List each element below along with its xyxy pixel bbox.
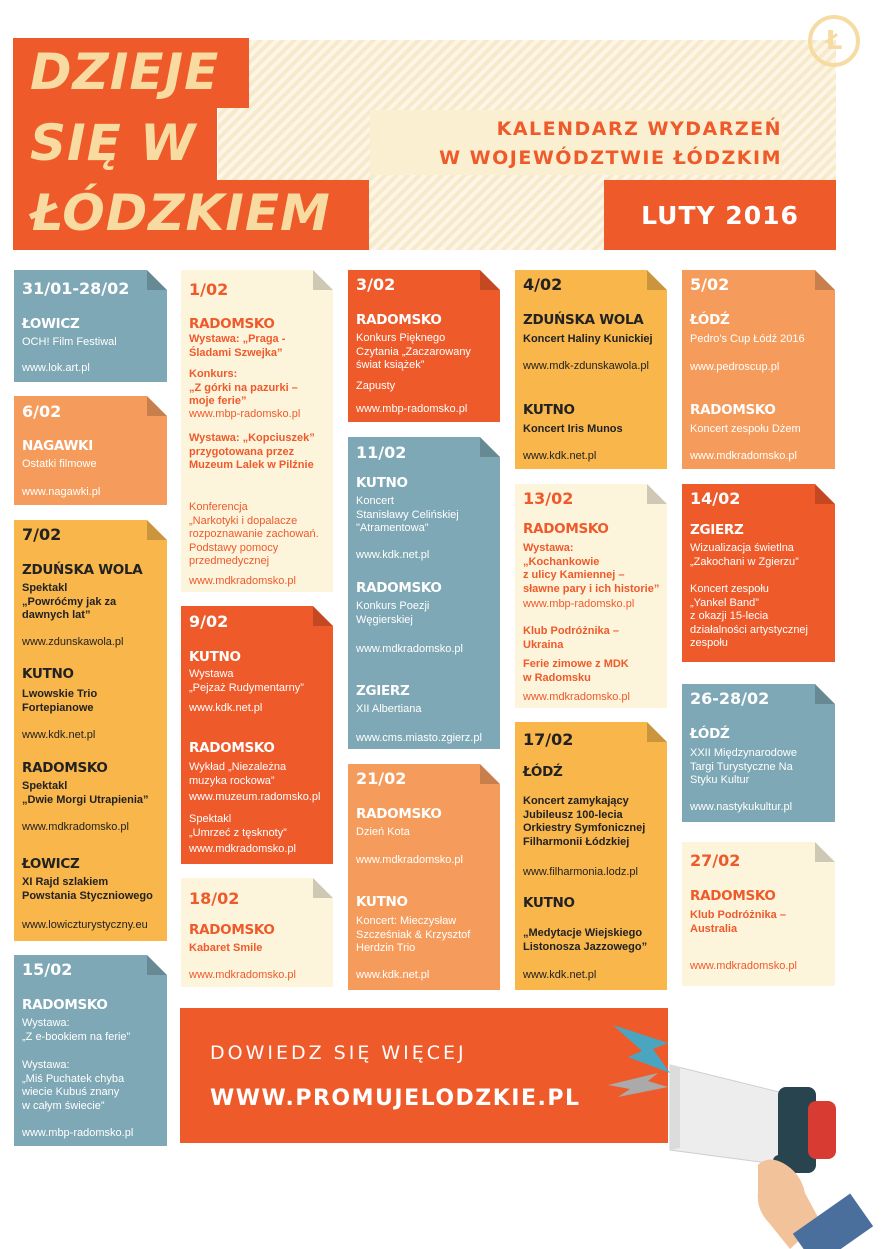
event-city: RADOMSKO [189, 316, 275, 332]
event-description: Wizualizacja świetlna „Zakochani w Zgierzu” [690, 542, 799, 568]
event-city: RADOMSKO [22, 760, 108, 776]
event-city: RADOMSKO [22, 997, 108, 1013]
megaphone-icon [608, 1015, 878, 1249]
event-link[interactable]: www.mdkradomsko.pl [356, 643, 463, 655]
event-card-1-02 [181, 270, 333, 592]
event-description: Wystawa: „Kochankowie z ulicy Kamiennej – sławne pary i ich historie” [523, 542, 660, 595]
event-link[interactable]: www.mdkradomsko.pl [356, 854, 463, 866]
event-link[interactable]: www.mdkradomsko.pl [690, 960, 797, 972]
event-link[interactable]: www.kdk.net.pl [22, 729, 96, 741]
event-link[interactable]: www.muzeum.radomsko.pl [189, 791, 321, 803]
event-city: NAGAWKI [22, 438, 93, 454]
event-description: XII Albertiana [356, 703, 422, 715]
event-link[interactable]: www.mdkradomsko.pl [690, 450, 797, 462]
event-description: Wystawa: „Kopciuszek” przygotowana przez Muzeum Lalek w Pilźnie [189, 432, 315, 471]
event-card-5-02 [682, 270, 835, 469]
event-description: OCH! Film Festiwal [22, 336, 117, 348]
event-city: KUTNO [523, 402, 575, 418]
event-description: Koncert zespołu Dżem [690, 423, 801, 435]
event-city: ŁOWICZ [22, 856, 80, 872]
event-date: 7/02 [22, 525, 62, 544]
event-description: Konkurs Pięknego Czytania „Zaczarowany świat książek” [356, 332, 471, 371]
event-city: ŁÓDŹ [690, 726, 730, 742]
event-link[interactable]: www.mbp-radomsko.pl [523, 598, 635, 610]
page-title-line3: ŁÓDZKIEM [30, 184, 331, 242]
event-link[interactable]: www.mdkradomsko.pl [189, 969, 296, 981]
event-link[interactable]: www.nagawki.pl [22, 486, 101, 498]
event-card-9-02 [181, 606, 333, 864]
event-card-6-02 [14, 396, 167, 505]
event-description: Koncert Iris Munos [523, 423, 623, 435]
event-link[interactable]: www.nastykukultur.pl [690, 801, 793, 813]
event-city: ZGIERZ [356, 683, 410, 699]
event-description: Konkurs: „Z górki na pazurki – moje ferie” [189, 368, 298, 407]
event-date: 6/02 [22, 402, 62, 421]
event-date: 15/02 [22, 960, 73, 979]
event-city: KUTNO [189, 649, 241, 665]
event-card-21-02 [348, 764, 500, 990]
event-description: Spektakl „Dwie Morgi Utrapienia” [22, 780, 149, 806]
event-description: Klub Podróżnika – Ukraina [523, 625, 619, 651]
event-description: XXII Międzynarodowe Targi Turystyczne Na Styku Kultur [690, 747, 797, 786]
lightning-bolt-icon [613, 1025, 670, 1073]
event-date: 3/02 [356, 275, 396, 294]
promujelodzkie-logo-icon: Ł [808, 15, 860, 67]
event-city: RADOMSKO [523, 521, 609, 537]
event-date: 14/02 [690, 489, 741, 508]
event-city: ŁÓDŹ [523, 764, 563, 780]
event-city: RADOMSKO [189, 922, 275, 938]
event-card-17-02 [515, 722, 667, 990]
more-info-banner[interactable] [180, 1008, 668, 1143]
event-description: Konkurs Poezji Węgierskiej [356, 600, 430, 626]
page-title-line1: DZIEJE [30, 43, 220, 101]
event-city: RADOMSKO [690, 888, 776, 904]
event-city: KUTNO [523, 895, 575, 911]
event-card-27-02 [682, 842, 835, 986]
event-link[interactable]: www.kdk.net.pl [523, 969, 597, 981]
event-card-14-02 [682, 484, 835, 662]
event-card-15-02 [14, 955, 167, 1146]
event-date: 1/02 [189, 280, 229, 299]
event-description: Kabaret Smile [189, 942, 263, 954]
event-link[interactable]: www.kdk.net.pl [523, 450, 597, 462]
event-description: Lwowskie Trio Fortepianowe [22, 688, 98, 714]
event-description: Wystawa „Pejzaż Rudymentarny” [189, 668, 304, 694]
event-city: KUTNO [356, 894, 408, 910]
event-description: Dzień Kota [356, 826, 410, 838]
event-city: RADOMSKO [189, 740, 275, 756]
event-link[interactable]: www.mbp-radomsko.pl [189, 408, 301, 420]
event-card-31-01-28-02 [14, 270, 167, 382]
event-card-11-02 [348, 437, 500, 749]
event-date: 11/02 [356, 443, 407, 462]
event-description: Koncert Stanisławy Celińskiej "Atramentowa" [356, 495, 459, 534]
event-description: Wystawa: „Praga - Śladami Szwejka” [189, 333, 286, 359]
event-link[interactable]: www.pedroscup.pl [690, 361, 780, 373]
event-card-26-28-02 [682, 684, 835, 822]
event-date: 4/02 [523, 275, 563, 294]
event-card-3-02 [348, 270, 500, 422]
event-link[interactable]: www.mbp-radomsko.pl [356, 403, 468, 415]
event-description: Wystawa: „Z e-bookiem na ferie” [22, 1017, 131, 1043]
event-link[interactable]: www.mdkradomsko.pl [189, 843, 296, 855]
event-description: Ostatki filmowe [22, 458, 97, 470]
event-link[interactable]: www.mbp-radomsko.pl [22, 1127, 134, 1139]
event-card-18-02 [181, 878, 333, 987]
event-link[interactable]: www.kdk.net.pl [356, 549, 430, 561]
event-description: Pedro's Cup Łódź 2016 [690, 333, 805, 345]
event-description: XI Rajd szlakiem Powstania Styczniowego [22, 876, 153, 902]
event-city: RADOMSKO [356, 312, 442, 328]
event-description: Koncert: Mieczysław Szcześniak & Krzysztof Herdzin Trio [356, 915, 471, 954]
event-city: KUTNO [22, 666, 74, 682]
subtitle-line2: W WOJEWÓDZTWIE ŁÓDZKIM [439, 147, 782, 169]
event-description: „Medytacje Wiejskiego Listonosza Jazzowego” [523, 927, 648, 953]
event-card-7-02 [14, 520, 167, 941]
event-link[interactable]: www.kdk.net.pl [356, 969, 430, 981]
event-date: 17/02 [523, 730, 574, 749]
event-date: 21/02 [356, 769, 407, 788]
event-city: RADOMSKO [356, 580, 442, 596]
calendar-subtitle [370, 110, 782, 175]
event-description: Ferie zimowe z MDK w Radomsku [523, 658, 629, 684]
event-description: Klub Podróżnika – Australia [690, 909, 786, 935]
event-description: Zapusty [356, 380, 396, 392]
event-date: 27/02 [690, 851, 741, 870]
event-link[interactable]: www.zdunskawola.pl [22, 636, 124, 648]
event-city: ZGIERZ [690, 522, 744, 538]
event-link[interactable]: www.mdk-zdunskawola.pl [523, 360, 649, 372]
event-description: Spektakl „Powróćmy jak za dawnych lat” [22, 582, 117, 621]
event-link[interactable]: www.cms.miasto.zgierz.pl [356, 732, 482, 744]
event-date: 18/02 [189, 889, 240, 908]
month-label: LUTY 2016 [604, 180, 836, 250]
event-city: ZDUŃSKA WOLA [523, 312, 644, 328]
event-date: 13/02 [523, 489, 574, 508]
event-description: Koncert zespołu „Yankel Band” z okazji 15-lecia działalności artystycznej zespołu [690, 583, 808, 649]
event-link[interactable]: www.lowiczturystyczny.eu [22, 919, 148, 931]
event-link[interactable]: www.mdkradomsko.pl [22, 821, 129, 833]
event-description: Koncert Haliny Kunickiej [523, 333, 653, 345]
event-description: Koncert zamykający Jubileusz 100-lecia Orkiestry Symfonicznej Filharmonii Łódzkiej [523, 795, 646, 848]
event-date: 9/02 [189, 612, 229, 631]
event-city: ŁÓDŹ [690, 312, 730, 328]
event-link[interactable]: www.kdk.net.pl [189, 702, 263, 714]
event-link[interactable]: www.mdkradomsko.pl [189, 575, 296, 587]
subtitle-line1: KALENDARZ WYDARZEŃ [496, 118, 782, 140]
event-card-4-02 [515, 270, 667, 469]
event-city: RADOMSKO [690, 402, 776, 418]
event-city: KUTNO [356, 475, 408, 491]
event-date: 26-28/02 [690, 689, 770, 708]
banner-tagline: DOWIEDZ SIĘ WIĘCEJ [210, 1042, 467, 1064]
page-title-line2: SIĘ W [30, 114, 197, 172]
lightning-bolt-icon [608, 1073, 668, 1097]
event-description: Konferencja „Narkotyki i dopalacze rozpoznawanie zachowań. Podstawy pomocy przedmedycznej [189, 501, 319, 567]
event-link[interactable]: www.filharmonia.lodz.pl [523, 866, 638, 878]
event-link[interactable]: www.lok.art.pl [22, 362, 90, 374]
event-description: Spektakl „Umrzeć z tęsknoty” [189, 813, 287, 839]
event-date: 31/01-28/02 [22, 279, 130, 298]
event-description: Wystawa: „Miś Puchatek chyba wiecie Kubuś znany w całym świecie” [22, 1059, 125, 1112]
event-card-13-02 [515, 484, 667, 708]
event-description: Wykład „Niezależna muzyka rockowa” [189, 761, 287, 787]
event-city: ZDUŃSKA WOLA [22, 562, 143, 578]
event-city: RADOMSKO [356, 806, 442, 822]
event-link[interactable]: www.mdkradomsko.pl [523, 691, 630, 703]
banner-website-link[interactable]: WWW.PROMUJELODZKIE.PL [210, 1086, 581, 1111]
event-city: ŁOWICZ [22, 316, 80, 332]
event-date: 5/02 [690, 275, 730, 294]
